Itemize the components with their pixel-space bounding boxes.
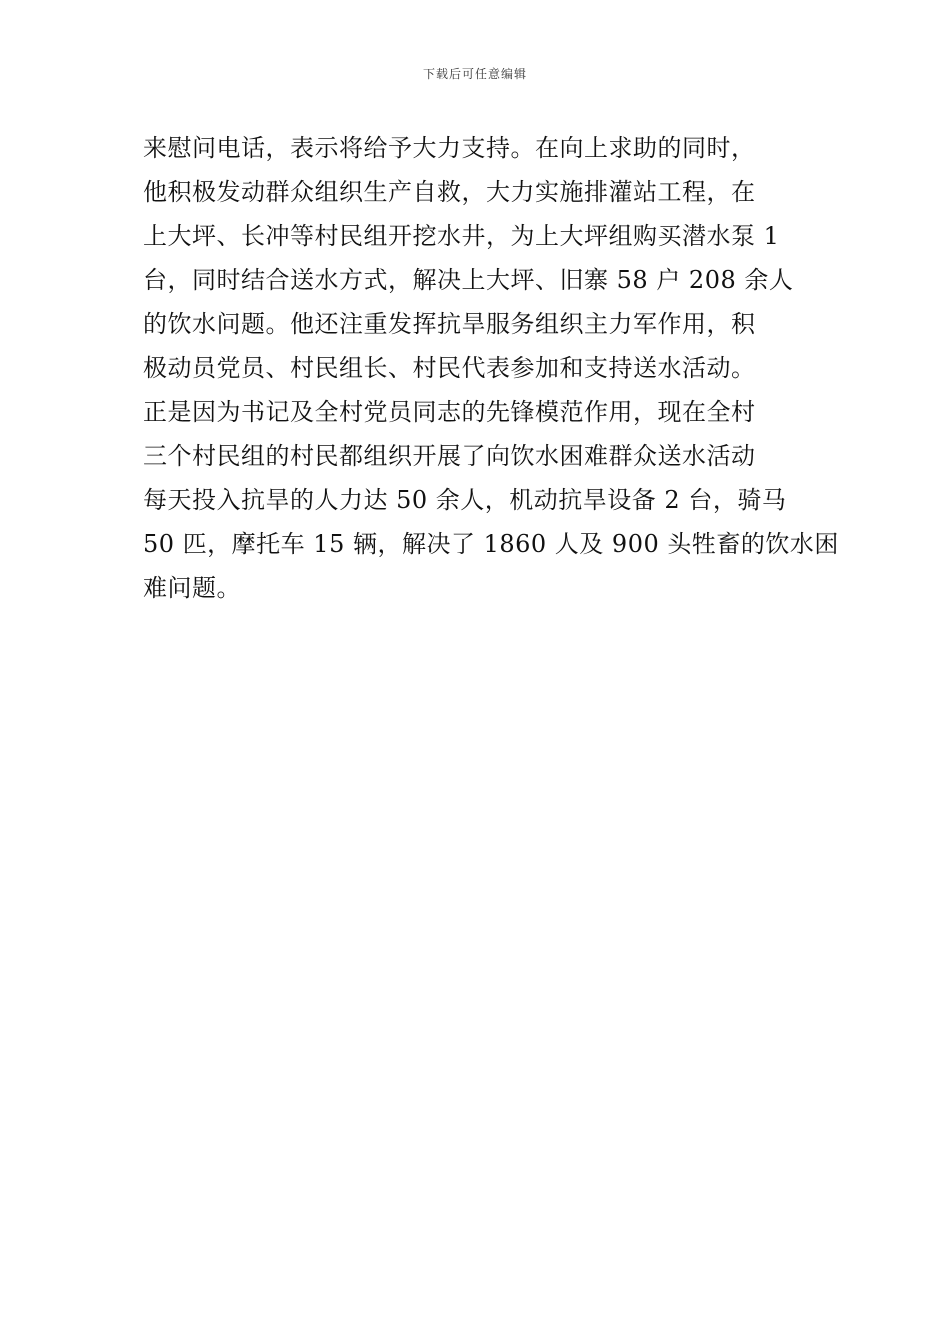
text-line: 正是因为书记及全村党员同志的先锋模范作用，现在全村 (143, 398, 756, 426)
text-line: 50 匹，摩托车 15 辆，解决了 1860 人及 900 头牲畜的饮水困 (143, 530, 839, 558)
text-line: 的饮水问题。他还注重发挥抗旱服务组织主力军作用，积 (143, 310, 756, 338)
text-line: 台，同时结合送水方式，解决上大坪、旧寨 58 户 208 余人 (143, 266, 794, 294)
header-note: 下载后可任意编辑 (422, 67, 527, 81)
text-line: 上大坪、长冲等村民组开挖水井，为上大坪组购买潜水泵 1 (143, 222, 780, 250)
text-line: 他积极发动群众组织生产自救，大力实施排灌站工程，在 (143, 178, 756, 206)
text-line: 来慰问电话，表示将给予大力支持。在向上求助的同时， (143, 134, 756, 162)
text-line: 每天投入抗旱的人力达 50 余人，机动抗旱设备 2 台，骑马 (143, 486, 787, 514)
document-body (143, 126, 843, 610)
text-line: 极动员党员、村民组长、村民代表参加和支持送水活动。 (143, 354, 756, 382)
text-line: 三个村民组的村民都组织开展了向饮水困难群众送水活动 (143, 442, 756, 470)
text-line: 难问题。 (143, 574, 241, 602)
